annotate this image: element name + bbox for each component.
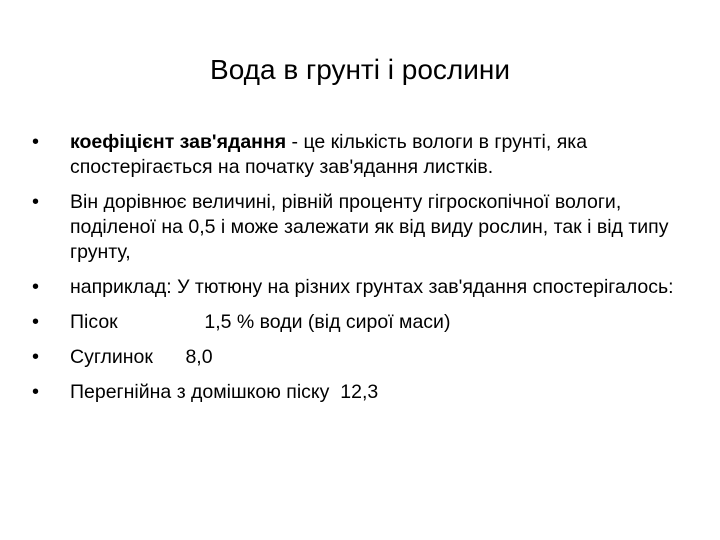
bullet-item <box>30 380 680 405</box>
bullet-marker: • <box>32 346 40 368</box>
bullet-marker: • <box>32 131 40 153</box>
bullet-marker: • <box>32 381 40 403</box>
bullet-text: наприклад: У тютюну на різних грунтах зав'ядання спостерігалось: <box>70 276 674 298</box>
slide-title: Вода в грунті і рослини <box>210 54 510 85</box>
bullet-term: коефіцієнт зав'ядання <box>70 131 287 153</box>
bullet-text: Він дорівнює величині, рівній проценту гігроскопічної вологи, поділеної на 0,5 і може залежати як від виду рослин, так і від типу грунту, <box>70 191 669 263</box>
bullet-marker: • <box>32 276 40 298</box>
bullet-item <box>30 275 680 300</box>
bullet-text: Перегнійна з домішкою піску 12,3 <box>70 381 379 403</box>
bullet-item <box>30 345 680 370</box>
bullet-item <box>30 190 680 265</box>
bullet-item <box>30 130 680 180</box>
bullet-text: Суглинок 8,0 <box>70 346 213 368</box>
bullet-item <box>30 310 680 335</box>
bullet-text: - це кількість вологи в грунті, яка спостерігається на початку зав'ядання листків. <box>70 131 588 178</box>
bullet-text: Пісок 1,5 % води (від сирої маси) <box>70 311 451 333</box>
bullet-marker: • <box>32 311 40 333</box>
bullet-marker: • <box>32 191 40 213</box>
bullet-list <box>30 130 680 415</box>
